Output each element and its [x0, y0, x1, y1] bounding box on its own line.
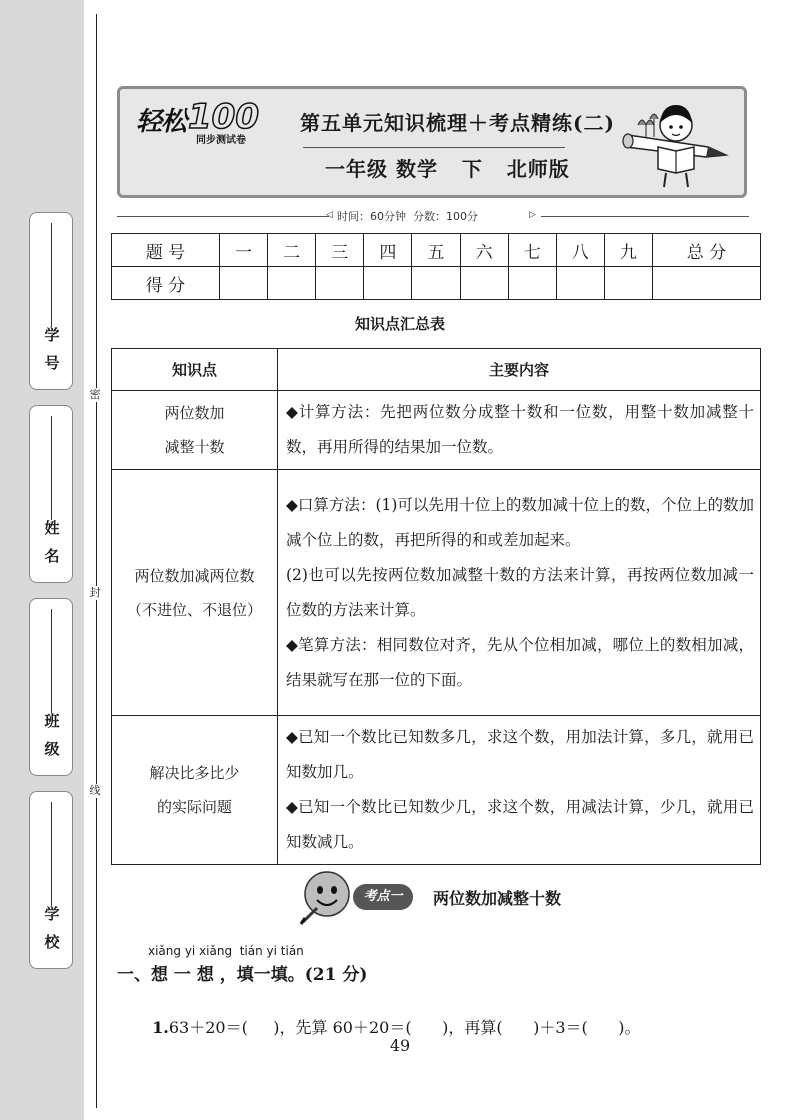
field-write-line [51, 802, 52, 906]
content-paragraph: ◆笔算方法：相同数位对齐，先从个位相加减，哪位上的数相加减，结果就写在那一位的下面。 [286, 635, 754, 689]
knowledge-point-line: 解决比多比少 [149, 764, 240, 782]
title-divider [303, 147, 565, 148]
score-cell[interactable] [652, 267, 760, 300]
cut-mark-line: 线 [89, 784, 101, 797]
arrow-left-icon: ◁ [326, 210, 333, 220]
score-value-row [112, 267, 761, 300]
content-paragraph: (2)也可以先按两位数加减整十数的方法来计算，再按两位数加减一位数的方法来计算。 [286, 565, 754, 619]
knowledge-point-line: （不进位、不退位） [126, 600, 262, 619]
school-field[interactable] [29, 791, 73, 969]
field-label: 学校 [44, 905, 60, 951]
name-field[interactable] [29, 405, 73, 583]
cut-mark-close: 封 [89, 586, 101, 599]
knowledge-row [112, 470, 761, 716]
field-write-line [51, 416, 52, 520]
score-cell[interactable] [604, 267, 652, 300]
knowledge-point-line: 的实际问题 [156, 798, 232, 816]
content-paragraph: ◆口算方法：(1)可以先用十位上的数加减十位上的数，个位上的数加减个位上的数，再把所得的和或差加起来。 [286, 495, 754, 549]
pinyin-annotation: xiǎng yi xiǎng tián yi tián [148, 944, 304, 958]
score-header-cell: 一 [219, 234, 267, 267]
score-header-cell: 四 [364, 234, 412, 267]
content-paragraph: ◆已知一个数比已知数少几，求这个数，用减法计算，少几，就用已知数减几。 [286, 798, 754, 851]
content-paragraph: ◆计算方法：先把两位数分成整十数和一位数，用整十数加减整十数，再用所得的结果加一位数。 [286, 403, 754, 456]
exam-point-title: 两位数加减整十数 [433, 889, 562, 908]
score-header-cell: 七 [508, 234, 556, 267]
score-header-cell: 九 [604, 234, 652, 267]
score-cell[interactable] [219, 267, 267, 300]
knowledge-content [278, 470, 761, 716]
score-header-cell: 五 [412, 234, 460, 267]
knowledge-point [112, 391, 278, 470]
score-cell[interactable] [508, 267, 556, 300]
score-header-cell: 六 [460, 234, 508, 267]
page-title: 第五单元知识梳理＋考点精练(二) [300, 111, 615, 135]
score-cell[interactable] [268, 267, 316, 300]
knowledge-point [112, 470, 278, 716]
score-header-cell: 八 [556, 234, 604, 267]
header-knowledge-point: 知识点 [112, 349, 278, 391]
field-write-line [51, 609, 52, 713]
knowledge-content [278, 716, 761, 865]
question-heading: 一、想 一 想 ，填一填。(21 分) [117, 965, 368, 985]
knowledge-content [278, 391, 761, 470]
score-cell[interactable] [412, 267, 460, 300]
logo-number: 100 [188, 97, 259, 137]
score-cell[interactable] [364, 267, 412, 300]
score-cell[interactable] [460, 267, 508, 300]
knowledge-point [112, 716, 278, 865]
question-number: 1. [152, 1018, 169, 1037]
question-text: 63＋20＝( )，先算 60＋20＝( )，再算( )＋3＝( )。 [168, 1018, 641, 1037]
knowledge-row [112, 716, 761, 865]
reading-boy-icon [608, 95, 736, 191]
score-header-row [112, 234, 761, 267]
divider-left [117, 216, 329, 217]
knowledge-point-line: 减整十数 [164, 438, 225, 456]
question-1 [142, 996, 641, 1038]
exam-point-badge: 考点一 [353, 884, 413, 910]
score-cell[interactable] [556, 267, 604, 300]
field-label: 学号 [44, 326, 60, 372]
header-banner [117, 86, 747, 198]
cut-mark-seal: 密 [89, 388, 101, 401]
field-label: 班级 [44, 712, 60, 758]
student-number-field[interactable] [29, 212, 73, 390]
field-label: 姓名 [44, 519, 60, 565]
exam-point-banner [295, 866, 615, 928]
knowledge-table [111, 348, 761, 865]
time-score-text: 时间：60分钟 分数：100分 [337, 210, 478, 223]
header-main-content: 主要内容 [278, 349, 761, 391]
score-header-cell: 总 分 [652, 234, 760, 267]
score-row-label: 得 分 [112, 267, 220, 300]
knowledge-header-row [112, 349, 761, 391]
divider-right [541, 216, 749, 217]
score-header-cell: 二 [268, 234, 316, 267]
logo-text: 轻松 [136, 107, 187, 137]
page-number: 49 [389, 1036, 411, 1055]
logo-subtitle: 同步测试卷 [196, 135, 246, 146]
knowledge-point-line: 两位数加减两位数 [134, 566, 255, 585]
score-header-cell: 三 [316, 234, 364, 267]
page-subtitle: 一年级 数学 下 北师版 [325, 157, 570, 181]
knowledge-point-line: 两位数加 [164, 404, 225, 422]
content-paragraph: ◆已知一个数比已知数多几，求这个数，用加法计算，多几，就用已知数加几。 [286, 728, 754, 781]
brand-logo [136, 97, 286, 147]
time-score-line [117, 208, 749, 224]
knowledge-table-title: 知识点汇总表 [354, 315, 445, 333]
knowledge-row [112, 391, 761, 470]
field-write-line [51, 223, 52, 327]
score-cell[interactable] [316, 267, 364, 300]
class-field[interactable] [29, 598, 73, 776]
binding-line [96, 14, 97, 1108]
score-table [111, 233, 761, 300]
arrow-right-icon: ▷ [529, 210, 536, 220]
score-header-cell: 题 号 [112, 234, 220, 267]
smiley-mascot-icon [295, 866, 357, 928]
